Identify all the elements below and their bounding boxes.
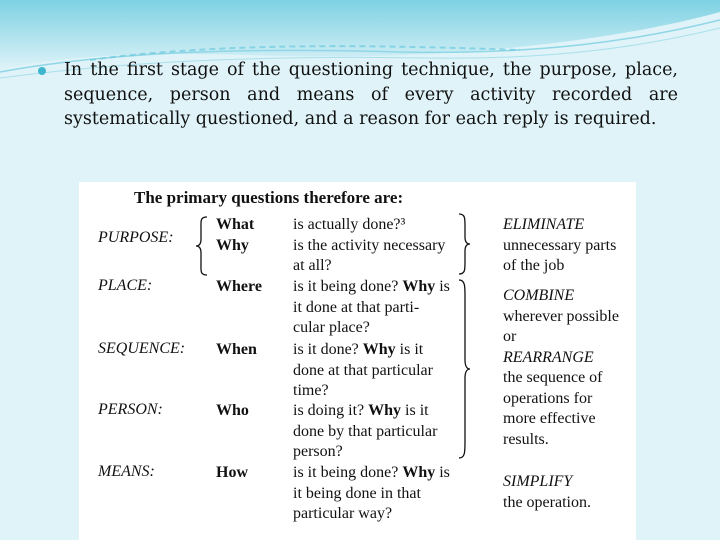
description-purpose: is actually done?³ is the activity necessary at all? <box>293 216 446 274</box>
question-why: Why <box>216 236 249 254</box>
question-when: When <box>216 341 257 358</box>
result-eliminate: ELIMINATE unnecessary parts of the job <box>503 216 617 274</box>
left-brace-icon <box>195 215 209 277</box>
description-means: is it being done? Why is it being done in that particular way? <box>293 464 450 522</box>
row-label-place: PLACE: <box>98 277 153 294</box>
description-place: is it being done? Why is it done at that parti- cular place? <box>293 278 450 336</box>
description-person: is doing it? Why is it done by that particular person? <box>293 402 438 460</box>
row-label-sequence: SEQUENCE: <box>98 340 186 357</box>
right-brace-icon <box>457 278 471 460</box>
questioning-technique-figure <box>79 182 636 540</box>
description-sequence: is it done? Why is it done at that particular time? <box>293 341 433 399</box>
question-what: What <box>216 216 255 233</box>
bullet-text: In the first stage of the questioning technique, the purpose, place, sequence, person and means of every activity recorded are systematically questioned, and a reason for each reply is required. <box>64 60 678 129</box>
row-label-means: MEANS: <box>98 463 155 480</box>
result-combine-rearrange: COMBINE wherever possible or REARRANGE the sequence of operations for more effective results. <box>503 287 619 448</box>
right-brace-icon <box>457 212 471 276</box>
bullet-icon <box>38 67 46 75</box>
result-simplify: SIMPLIFY the operation. <box>503 473 591 511</box>
question-who: Who <box>216 402 249 419</box>
bullet-item <box>38 58 678 132</box>
row-label-person: PERSON: <box>98 401 163 418</box>
figure-title: The primary questions therefore are: <box>134 188 404 207</box>
question-how: How <box>216 464 248 481</box>
question-where: Where <box>216 278 262 295</box>
row-label-purpose: PURPOSE: <box>98 229 174 246</box>
